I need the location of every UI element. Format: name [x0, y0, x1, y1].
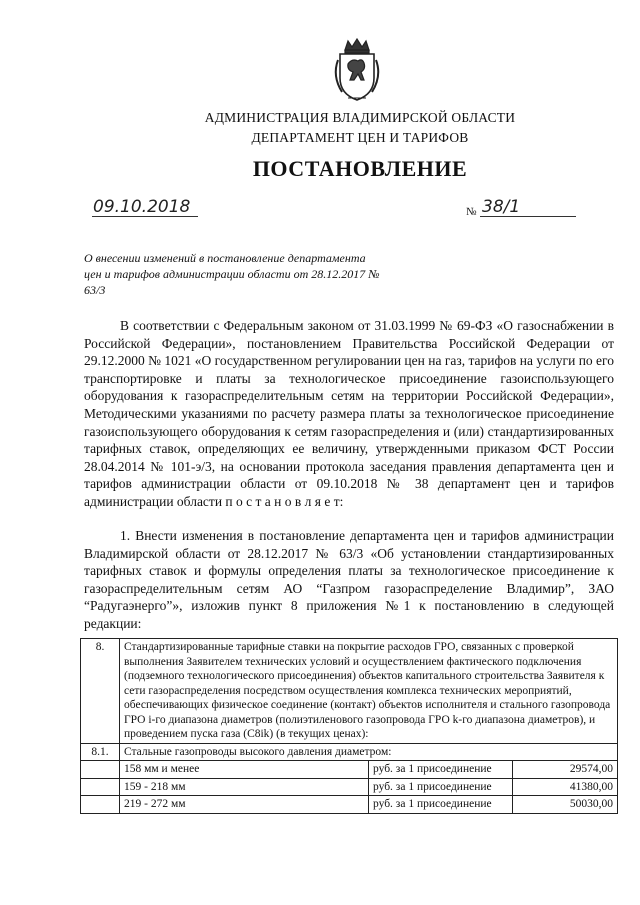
number-underline: [480, 216, 576, 217]
table-row: [81, 796, 618, 814]
empty-cell: [81, 761, 120, 779]
diameter-range: 159 - 218 мм: [120, 778, 369, 796]
tariff-value: 50030,00: [513, 796, 618, 814]
diameter-range: 158 мм и менее: [120, 761, 369, 779]
tariff-value: 41380,00: [513, 778, 618, 796]
unit-of-measure: руб. за 1 присоединение: [369, 761, 513, 779]
table-row: [81, 743, 618, 761]
item-number: 8.1.: [81, 743, 120, 761]
table-row: [81, 778, 618, 796]
document-type-title: ПОСТАНОВЛЕНИЕ: [252, 156, 468, 181]
coat-of-arms-emblem: [328, 36, 386, 104]
document-number: 38/1: [482, 197, 521, 217]
resolution-point-1: 1. Внести изменения в постановление департамента цен и тарифов администрации Владимирской области от 28.12.2017 № 63/3 «Об установлении стандартизированных тарифных ставок и формулы определения платы за технологическое присоединение к газораспределительным сетям АО “Газпром газораспределение Владимир”, ЗАО “Радугаэнерго”», изложив пункт 8 приложения №1 к постановлению в следующей редакции:: [84, 528, 614, 631]
table-row: [81, 639, 618, 744]
department-name: ДЕПАРТАМЕНТ ЦЕН И ТАРИФОВ: [251, 130, 469, 145]
table-row: [81, 761, 618, 779]
item-description: Стандартизированные тарифные ставки на покрытие расходов ГРО, связанных с проверкой выполнения Заявителем технических условий и осуществлением фактического подключения (подземного технологического присоединения) объектов капитального строительства Заявителя к сети газораспределения посредством осуществления комплекса технических мероприятий, обеспечивающих физическое соединение (контакт) объектов исполнителя и стального газопровода ГРО i-го диапазона диаметров (полиэтиленового газопровода ГРО k-го диапазона диаметров), и проведением пуска газа (C8ik) (в текущих ценах):: [120, 639, 618, 744]
date-underline: [92, 216, 198, 217]
diameter-range: 219 - 272 мм: [120, 796, 369, 814]
document-subject: О внесении изменений в постановление департамента цен и тарифов администрации области от 28.12.2017 № 63/3: [84, 251, 380, 297]
tariff-value: 29574,00: [513, 761, 618, 779]
empty-cell: [81, 796, 120, 814]
preamble-paragraph: В соответствии с Федеральным законом от 31.03.1999 № 69-ФЗ «О газоснабжении в Российской Федерации», постановлением Правительства Российской Федерации от 29.12.2000 № 1021 «О государственном регулировании цен на газ, тарифов на услуги по его транспортировке и платы за технологическое присоединение газоиспользующего оборудования к газораспределительным сетям на территории Российской Федерации», Методическими указаниями по расчету размера платы за технологическое присоединение газоиспользующего оборудования к сетям газораспределения и (или) стандартизированных тарифных ставок, определяющих ее величину, утвержденными приказом ФСТ России 28.04.2014 № 101-э/3, на основании протокола заседания правления департамента цен и тарифов администрации области от 09.10.2018 № 38 департамент цен и тарифов администрации области п о с т а н о в л я е т:: [84, 318, 614, 509]
organization-name: АДМИНИСТРАЦИЯ ВЛАДИМИРСКОЙ ОБЛАСТИ: [204, 110, 516, 125]
document-date: 09.10.2018: [93, 197, 191, 217]
unit-of-measure: руб. за 1 присоединение: [369, 778, 513, 796]
item-description: Стальные газопроводы высокого давления диаметром:: [120, 743, 618, 761]
item-number: 8.: [81, 639, 120, 744]
document-number-label: №: [466, 206, 477, 218]
tariff-table: [80, 638, 618, 814]
empty-cell: [81, 778, 120, 796]
unit-of-measure: руб. за 1 присоединение: [369, 796, 513, 814]
